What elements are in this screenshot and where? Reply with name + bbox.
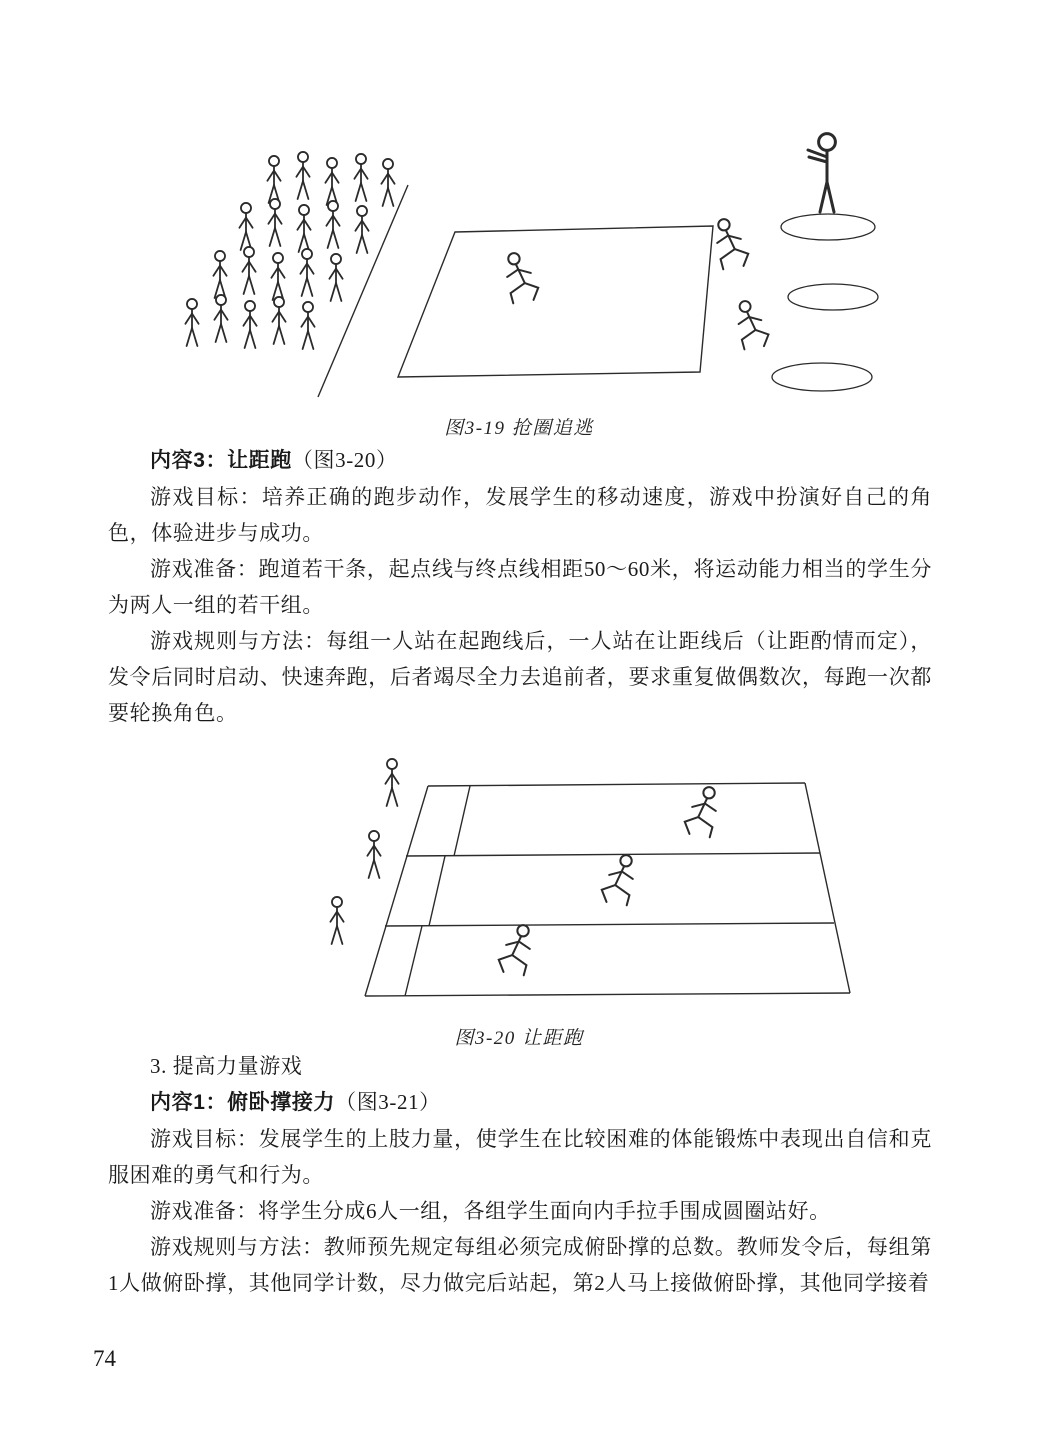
section-rangjupao-text [108,442,932,731]
student-figure [271,253,284,300]
student-figure [326,201,339,248]
track-right-edge [805,783,850,993]
student-figure [325,158,338,205]
figure-3-19-drawing [150,100,890,402]
para-game-prep-2: 游戏准备：将学生分成6人一组，各组学生面向内手拉手围成圆圈站好。 [150,1199,831,1223]
student-crowd [185,152,394,349]
handicap-line-3 [405,926,422,996]
student-figure [213,251,226,298]
para-game-goal-1: 游戏目标：培养正确的跑步动作，发展学生的移动速度，游戏中扮演好自己的角色，体验进步与成功。 [108,485,932,545]
para-game-goal-2: 游戏目标：发展学生的上肢力量，使学生在比较困难的体能锻炼中表现出自信和克服困难的勇气和行为。 [108,1127,932,1187]
para-game-prep-1: 游戏准备：跑道若干条，起点线与终点线相距50～60米，将运动能力相当的学生分为两人一组的若干组。 [108,557,932,617]
starter-figure-3 [330,897,343,944]
student-figure [214,295,227,342]
student-figure [242,247,255,294]
ring-3 [772,363,872,391]
track-lanes [365,783,850,996]
chaser-runner [717,219,748,269]
heading-content-3-ref: （图3-20） [291,448,398,472]
lane-line-3 [385,923,834,926]
heading-content-1 [108,1084,932,1121]
lane3-runner [499,925,530,975]
runner-in-court [507,253,538,303]
para-game-rules-2: 游戏规则与方法：教师预先规定每组必须完成俯卧撑的总数。教师发令后，每组第1人做俯卧撑，其他同学计数，尽力做完后站起，第2人马上接做俯卧撑，其他同学接着 [108,1235,932,1295]
student-figure [185,299,198,346]
section-strength-text [108,1048,932,1301]
student-figure [267,156,280,203]
figure-3-20-drawing [280,728,880,1018]
student-figure [243,301,256,348]
heading-content-3 [108,442,932,479]
student-figure [300,249,313,296]
track-left-edge [365,786,428,996]
student-figure [296,152,309,199]
runner-to-ring [739,301,769,349]
heading-content-1-ref: （图3-21） [335,1090,441,1114]
court-outline [398,226,713,377]
student-figure [381,159,394,206]
catcher-figure [808,134,835,212]
student-figure [268,199,281,246]
page-number: 74 [93,1346,116,1371]
student-figure [354,154,367,201]
ring-1 [781,214,875,240]
lane1-runner [685,787,716,837]
student-figure [272,297,285,344]
heading-content-3-title: 内容3：让距跑 [150,449,292,472]
lane-line-4 [365,993,850,996]
figure-3-20-caption: 图3-20 让距跑 [454,1028,584,1049]
heading-strength-games: 3. 提高力量游戏 [150,1054,303,1078]
student-figure [355,206,368,253]
figure-3-19-caption: 图3-19 抢圈追逃 [444,418,594,439]
handicap-line-2 [429,856,445,926]
starter-figure-1 [385,759,398,806]
handicap-line-1 [454,786,470,856]
heading-content-1-title: 内容1：俯卧撑接力 [150,1091,336,1114]
lane-line-2 [406,853,820,856]
para-game-rules-1: 游戏规则与方法：每组一人站在起跑线后，一人站在让距线后（让距酌情而定），发令后同时启动、快速奔跑，后者竭尽全力去追前者，要求重复做偶数次，每跑一次都要轮换角色。 [108,629,932,725]
lane-line-1 [428,783,805,786]
ring-2 [788,284,878,310]
student-figure [301,302,314,349]
lane2-runner [602,855,633,905]
student-figure [329,254,342,301]
student-figure [239,203,252,250]
student-figure [297,205,310,252]
starter-figure-2 [367,831,380,878]
